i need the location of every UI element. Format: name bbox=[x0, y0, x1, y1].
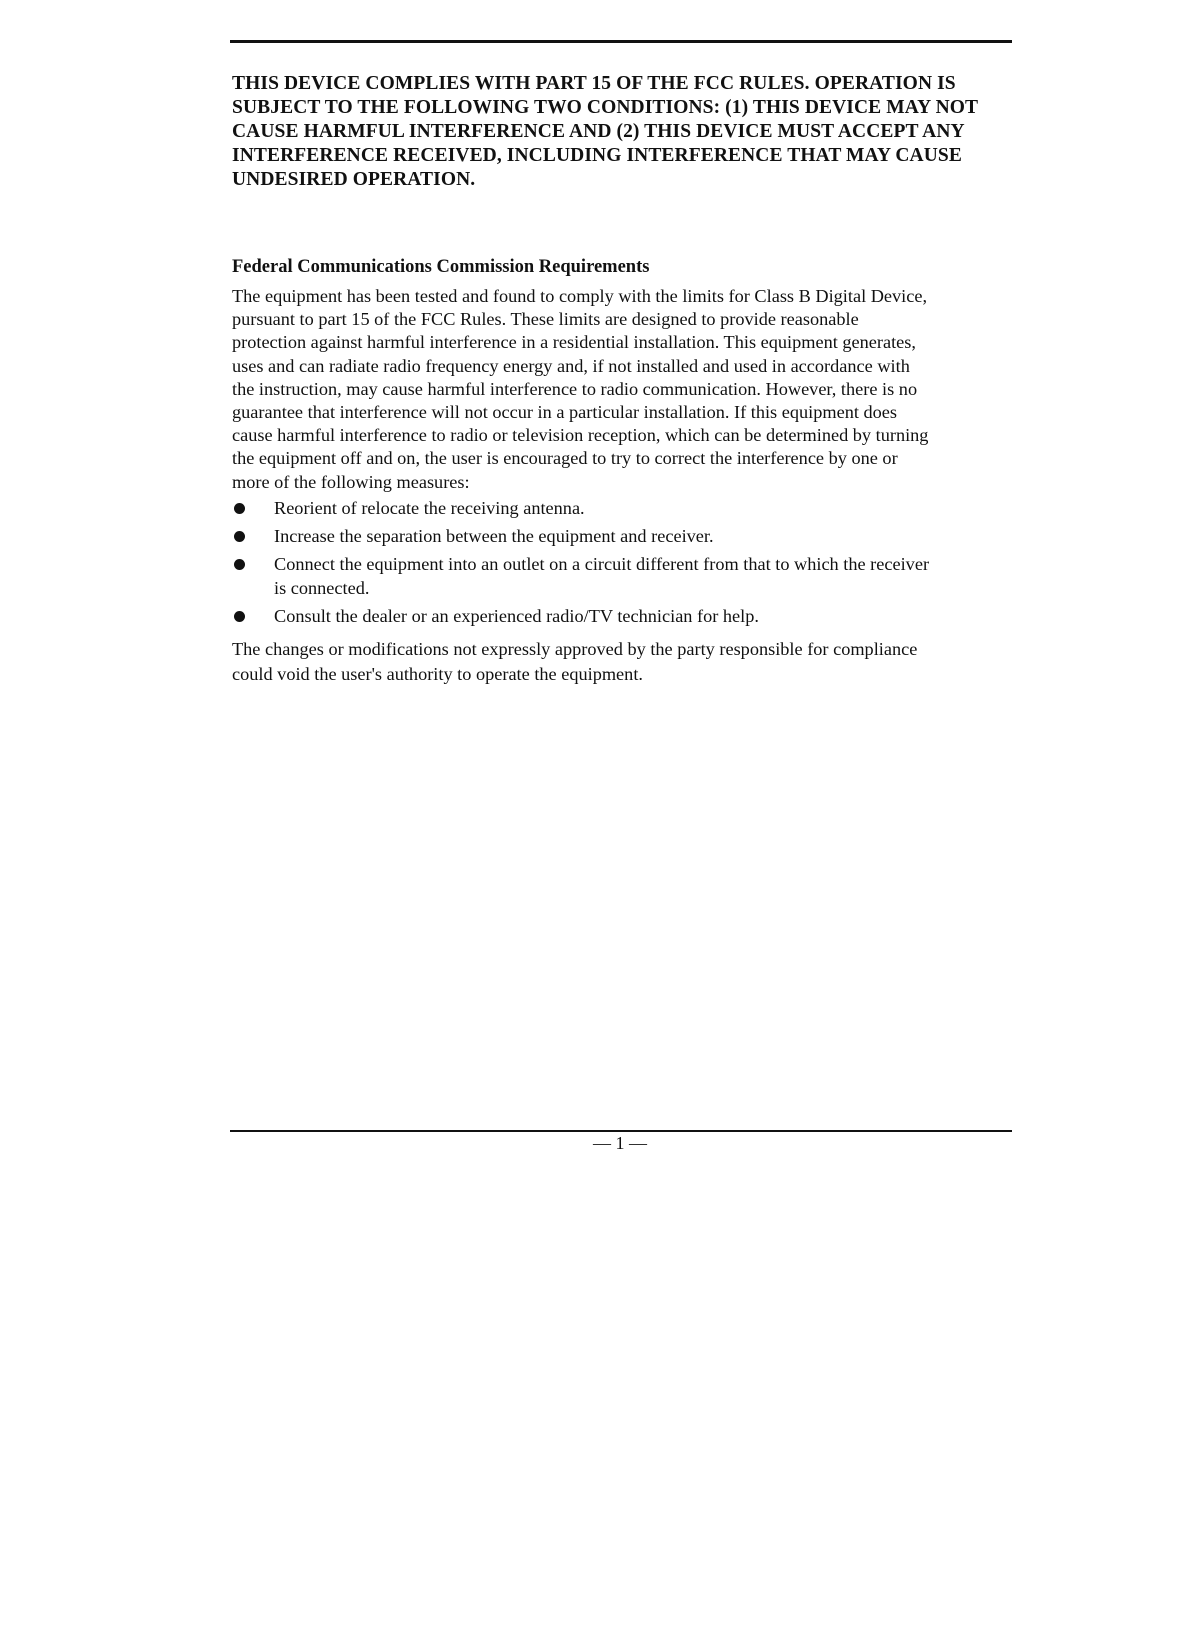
list-item-text: Consult the dealer or an experienced radio/TV technician for help. bbox=[274, 605, 759, 626]
notice-line: CAUSE HARMFUL INTERFERENCE AND (2) THIS DEVICE MUST ACCEPT ANY bbox=[232, 121, 965, 142]
list-item-text: Increase the separation between the equipment and receiver. bbox=[274, 526, 714, 547]
notice-line: SUBJECT TO THE FOLLOWING TWO CONDITIONS: (1) THIS DEVICE MAY NOT bbox=[232, 97, 979, 118]
bullet-icon bbox=[234, 611, 245, 622]
list-item-text: Connect the equipment into an outlet on a circuit different from that to which the receiver bbox=[274, 554, 930, 575]
paragraph-line: uses and can radiate radio frequency energy and, if not installed and used in accordance with bbox=[232, 355, 910, 376]
bullet-icon bbox=[234, 559, 245, 570]
notice-line: UNDESIRED OPERATION. bbox=[232, 169, 476, 190]
closing-line: could void the user's authority to operate the equipment. bbox=[232, 664, 643, 684]
closing-line: The changes or modifications not expressly approved by the party responsible for compliance bbox=[232, 639, 918, 659]
requirements-paragraph bbox=[232, 285, 1032, 494]
notice-line: INTERFERENCE RECEIVED, INCLUDING INTERFERENCE THAT MAY CAUSE bbox=[232, 145, 962, 166]
bullet-icon bbox=[234, 503, 245, 514]
measures-list bbox=[232, 497, 1032, 633]
list-item bbox=[232, 497, 1032, 520]
section-heading: Federal Communications Commission Requirements bbox=[232, 257, 650, 277]
paragraph-line: cause harmful interference to radio or television reception, which can be determined by turning bbox=[232, 425, 929, 446]
list-item bbox=[232, 553, 1032, 599]
paragraph-line: more of the following measures: bbox=[232, 471, 470, 492]
list-item bbox=[232, 525, 1032, 548]
list-item bbox=[232, 605, 1032, 628]
paragraph-line: protection against harmful interference in a residential installation. This equipment generates, bbox=[232, 332, 916, 353]
paragraph-line: the equipment off and on, the user is encouraged to try to correct the interference by one or bbox=[232, 448, 898, 469]
closing-paragraph bbox=[232, 637, 1032, 687]
fcc-compliance-notice bbox=[232, 72, 1022, 192]
notice-line: THIS DEVICE COMPLIES WITH PART 15 OF THE FCC RULES. OPERATION IS bbox=[232, 73, 956, 94]
list-item-text: Reorient of relocate the receiving antenna. bbox=[274, 498, 585, 518]
bullet-icon bbox=[234, 531, 245, 542]
paragraph-line: the instruction, may cause harmful interference to radio communication. However, there is no bbox=[232, 378, 918, 399]
paragraph-line: pursuant to part 15 of the FCC Rules. These limits are designed to provide reasonable bbox=[232, 309, 859, 330]
page-number: — 1 — bbox=[593, 1133, 647, 1153]
paragraph-line: The equipment has been tested and found to comply with the limits for Class B Digital Device, bbox=[232, 286, 928, 306]
top-rule bbox=[230, 40, 1012, 43]
list-item-text: is connected. bbox=[274, 577, 370, 598]
paragraph-line: guarantee that interference will not occur in a particular installation. If this equipment does bbox=[232, 402, 897, 423]
